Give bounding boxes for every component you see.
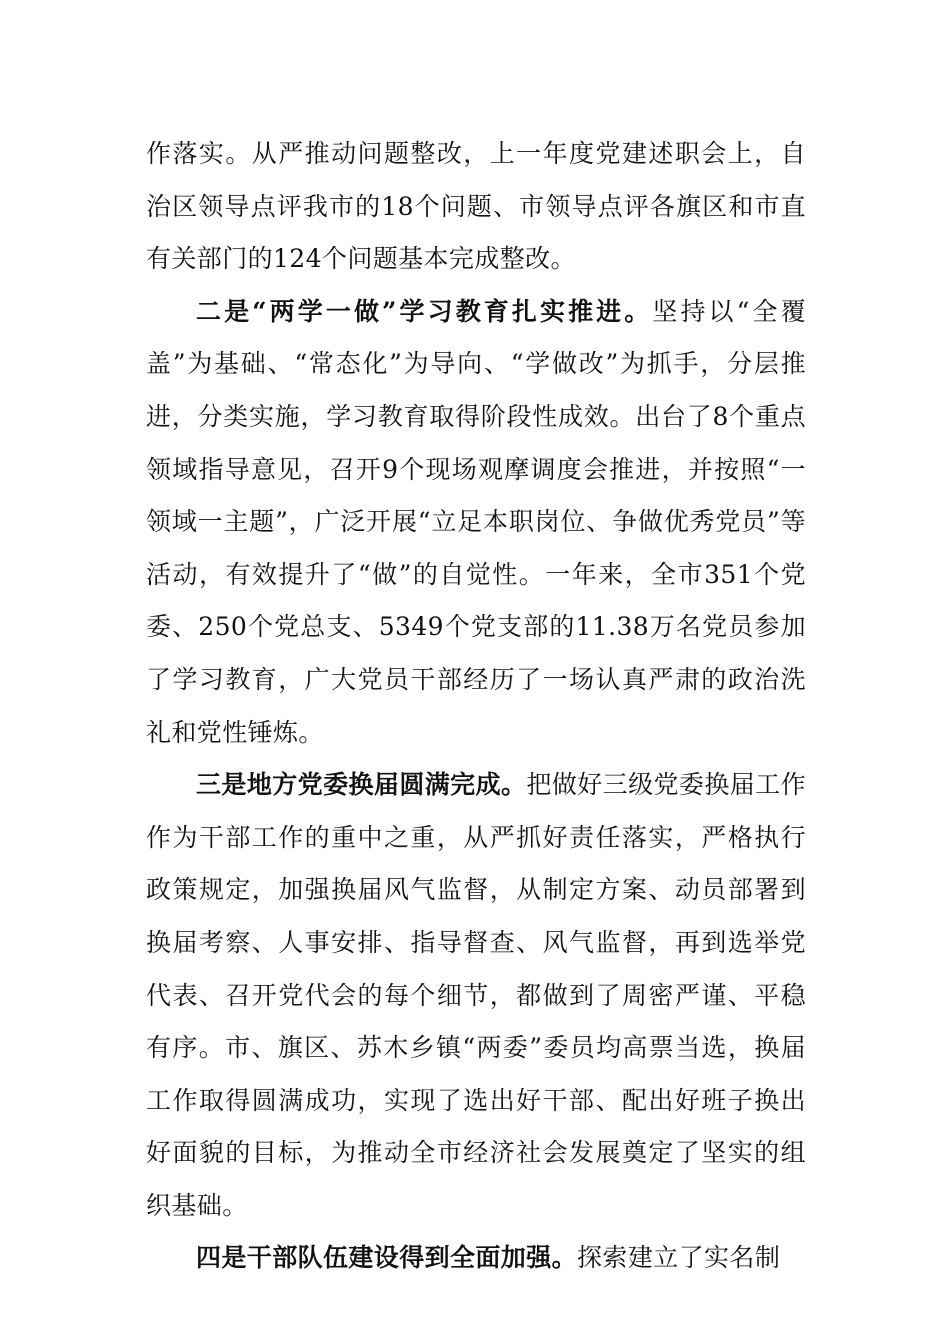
paragraph-heading: 二是“两学一做”学习教育扎实推进。 (196, 296, 653, 326)
paragraph-text: 探索建立了实名制 (577, 1243, 781, 1273)
paragraph-text: 把做好三级党委换届工作作为干部工作的重中之重，从严抓好责任落实，严格执行政策规定，加强换届风气监督，从制定方案、动员部署到换届考察、人事安排、指导督查、风气监督，再到选举党代表、召开党代会的每个细节，都做到了周密严谨、平稳有序。市、旗区、苏木乡镇“两委”委员均高票当选，换届工作取得圆满成功，实现了选出好干部、配出好班子换出好面貌的目标，为推动全市经济社会发展奠定了坚实的组织基础。 (146, 770, 806, 1220)
paragraph-heading: 四是干部队伍建设得到全面加强。 (196, 1243, 578, 1273)
paragraph-two-learn-one-do (146, 286, 806, 759)
paragraph-continuation (146, 128, 806, 286)
paragraph-text: 作落实。从严推动问题整改，上一年度党建述职会上，自治区领导点评我市的18个问题、市领导点评各旗区和市直有关部门的124个问题基本完成整改。 (146, 139, 806, 274)
paragraph-text: 坚持以“全覆盖”为基础、“常态化”为导向、“学做改”为抓手，分层推进，分类实施，学习教育取得阶段性成效。出台了8个重点领域指导意见，召开9个现场观摩调度会推进，并按照“一领域一主题”，广泛开展“立足本职岗位、争做优秀党员”等活动，有效提升了“做”的自觉性。一年来，全市351个党委、250个党总支、5349个党支部的11.38万名党员参加了学习教育，广大党员干部经历了一场认真严肃的政治洗礼和党性锤炼。 (146, 296, 807, 747)
document-body (146, 128, 806, 1285)
paragraph-heading: 三是地方党委换届圆满完成。 (196, 770, 527, 800)
paragraph-party-committee-election (146, 759, 806, 1232)
paragraph-cadre-team-building (146, 1232, 806, 1285)
